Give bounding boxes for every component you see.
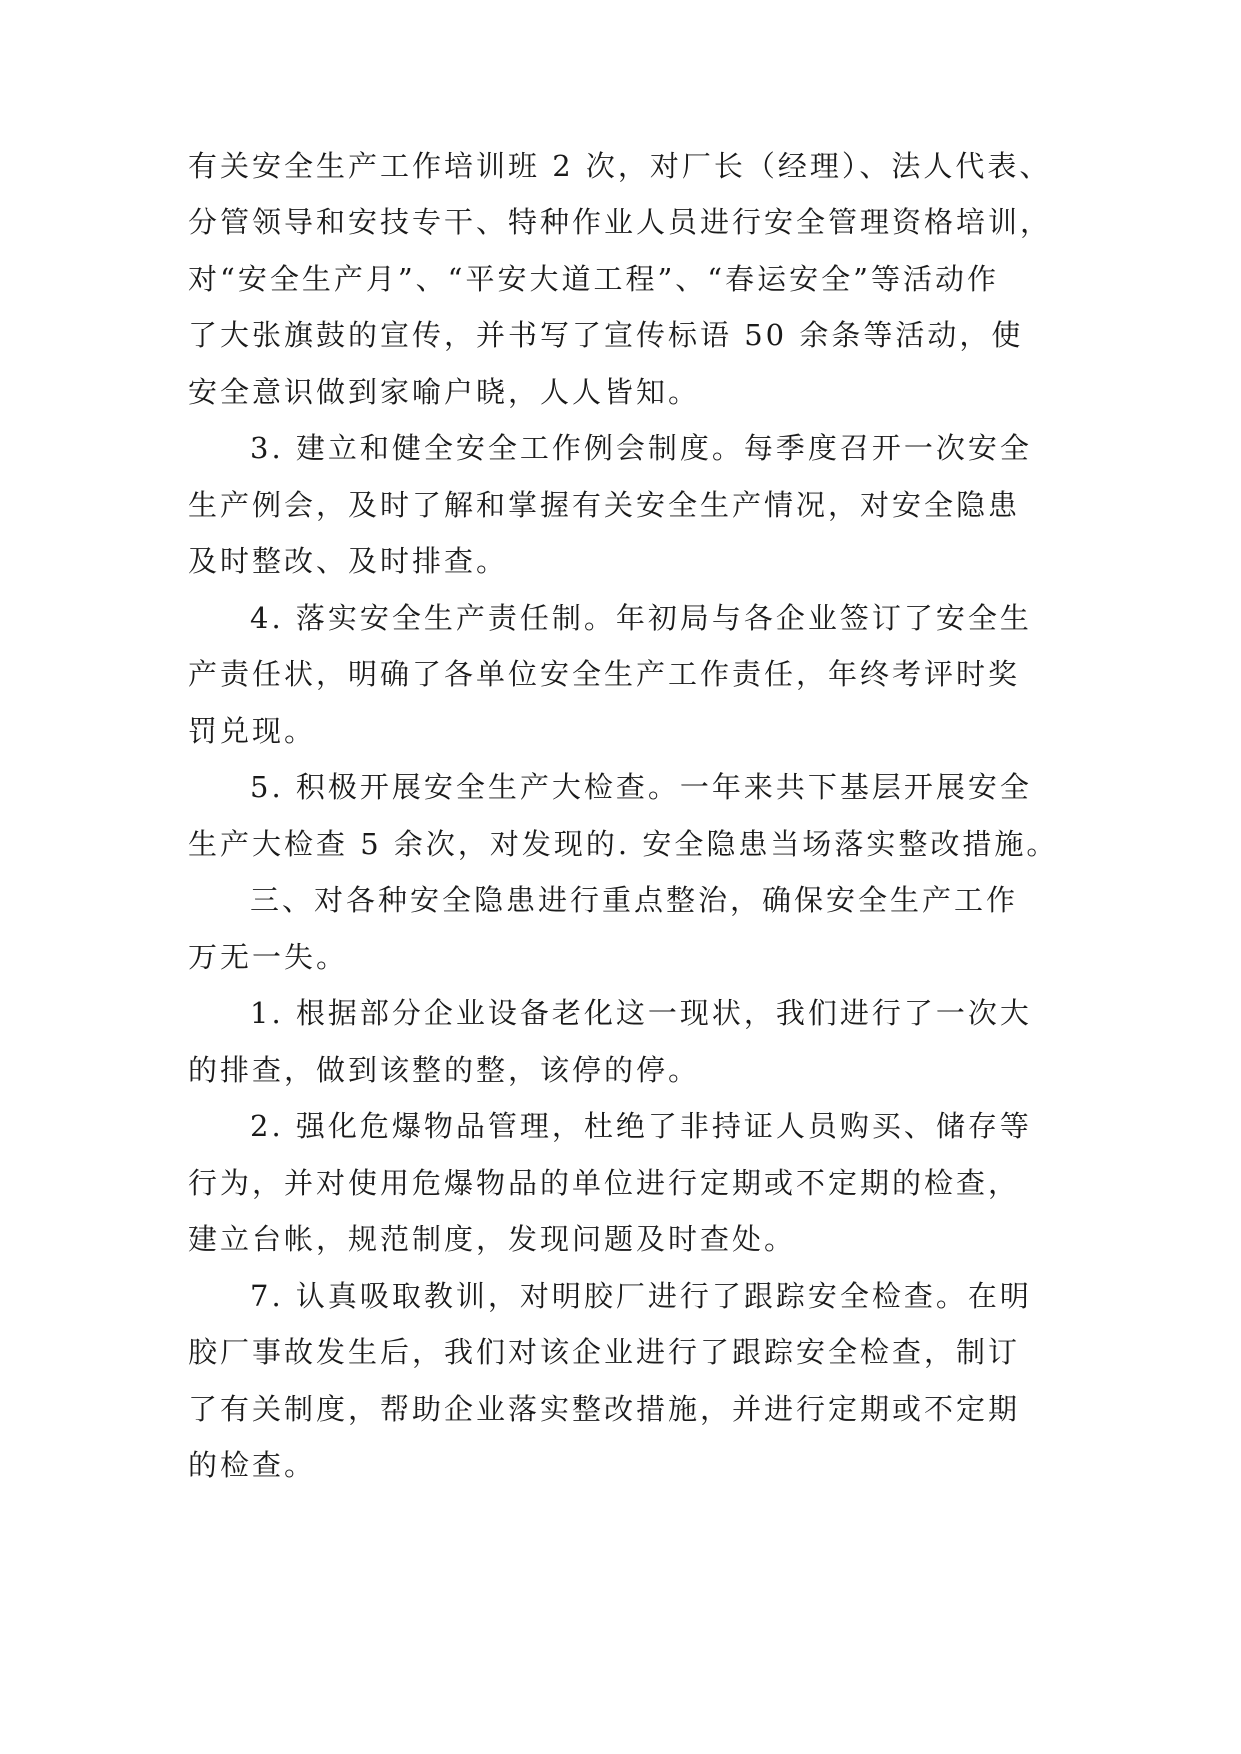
text-line: 产责任状，明确了各单位安全生产工作责任，年终考评时奖 [188, 657, 1021, 691]
text-line: 万无一失。 [188, 940, 349, 974]
section-heading: 三、对各种安全隐患进行重点整治，确保安全生产工作 [250, 883, 1019, 917]
text-line: 的排查，做到该整的整，该停的停。 [188, 1053, 701, 1087]
text-line: 生产例会，及时了解和掌握有关安全生产情况，对安全隐患 [188, 488, 1021, 522]
paragraph-start: 5. 积极开展安全生产大检查。一年来共下基层开展安全 [250, 770, 1032, 804]
text-line: 安全意识做到家喻户晓，人人皆知。 [188, 375, 701, 409]
paragraph-start: 4. 落实安全生产责任制。年初局与各企业签订了安全生 [250, 601, 1032, 635]
paragraph-start: 3. 建立和健全安全工作例会制度。每季度召开一次安全 [250, 431, 1032, 465]
text-line: 有关安全生产工作培训班 2 次，对厂长（经理）、法人代表、 [188, 149, 1052, 183]
text-line: 及时整改、及时排查。 [188, 544, 509, 578]
paragraph-start: 7. 认真吸取教训，对明胶厂进行了跟踪安全检查。在明 [250, 1279, 1032, 1313]
paragraph-start: 1. 根据部分企业设备老化这一现状，我们进行了一次大 [250, 996, 1032, 1030]
text-line: 建立台帐，规范制度，发现问题及时查处。 [188, 1222, 797, 1256]
text-line: 了有关制度，帮助企业落实整改措施，并进行定期或不定期 [188, 1392, 1021, 1426]
text-line: 生产大检查 5 余次，对发现的. 安全隐患当场落实整改措施。 [188, 827, 1059, 861]
text-line: 罚兑现。 [188, 714, 317, 748]
text-line: 的检查。 [188, 1448, 317, 1482]
text-line: 胶厂事故发生后，我们对该企业进行了跟踪安全检查，制订 [188, 1335, 1021, 1369]
text-line: 了大张旗鼓的宣传，并书写了宣传标语 50 余条等活动，使 [188, 318, 1024, 352]
text-line: 行为，并对使用危爆物品的单位进行定期或不定期的检查， [188, 1166, 1021, 1200]
paragraph-start: 2. 强化危爆物品管理，杜绝了非持证人员购买、储存等 [250, 1109, 1032, 1143]
text-line: 对“安全生产月”、“平安大道工程”、“春运安全”等活动作 [188, 262, 999, 296]
text-line: 分管领导和安技专干、特种作业人员进行安全管理资格培训， [188, 205, 1053, 239]
